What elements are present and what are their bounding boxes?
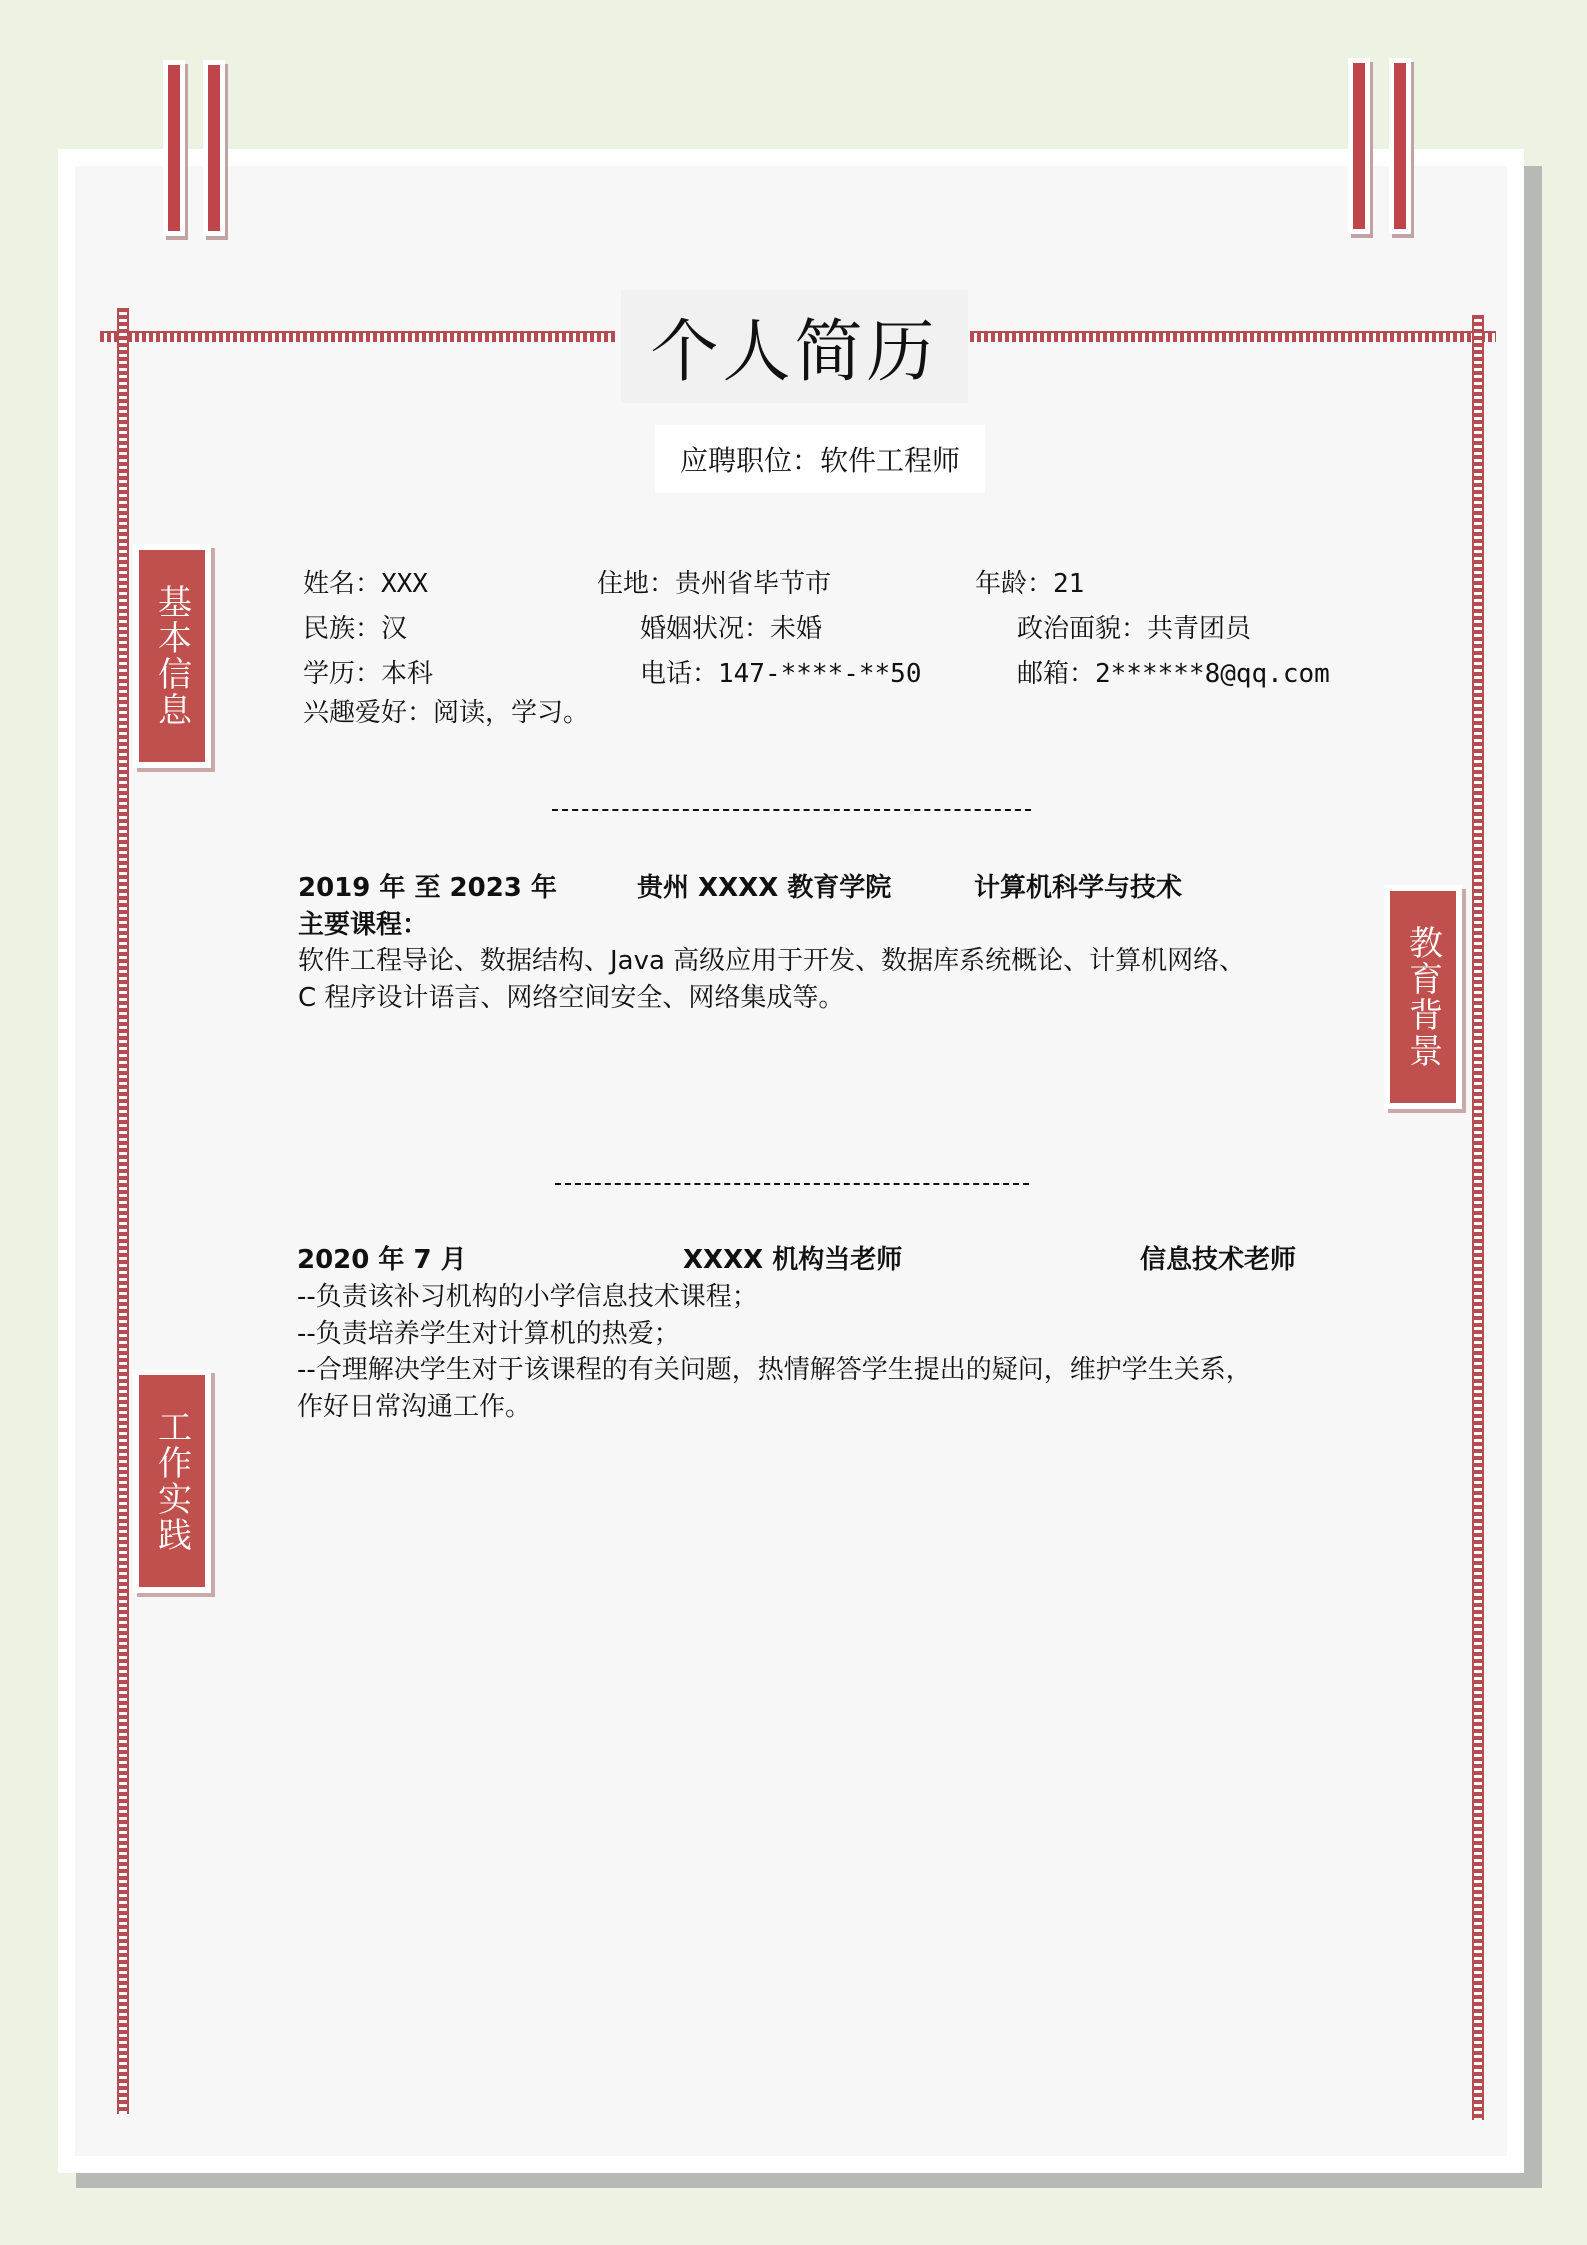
section-divider-1 bbox=[552, 809, 1031, 811]
frame-left bbox=[117, 308, 129, 2114]
tab-education-label: 教育背景 bbox=[1402, 925, 1443, 1069]
paper-clip-left-b bbox=[203, 60, 225, 236]
work-duty-4: 作好日常沟通工作。 bbox=[297, 1392, 532, 1422]
tab-basic-info bbox=[133, 544, 211, 768]
work-duty-1: --负责该补习机构的小学信息技术课程； bbox=[297, 1282, 758, 1312]
frame-right bbox=[1472, 315, 1484, 2120]
basic-age: 年龄：21 bbox=[975, 569, 1085, 599]
work-org: XXXX 机构当老师 bbox=[683, 1245, 903, 1275]
position-box bbox=[655, 425, 985, 493]
tab-work-practice bbox=[133, 1369, 211, 1593]
work-duty-3: --合理解决学生对于该课程的有关问题，热情解答学生提出的疑问，维护学生关系， bbox=[297, 1355, 1252, 1385]
tab-work-practice-label: 工作实践 bbox=[151, 1409, 192, 1553]
title-box bbox=[621, 290, 968, 403]
tab-education bbox=[1384, 885, 1462, 1109]
basic-marital: 婚姻状况：未婚 bbox=[640, 614, 823, 644]
basic-address: 住地：贵州省毕节市 bbox=[597, 569, 832, 599]
frame-top-left bbox=[100, 331, 615, 342]
basic-political: 政治面貌：共青团员 bbox=[1017, 614, 1252, 644]
work-date: 2020 年 7 月 bbox=[297, 1245, 467, 1275]
edu-courses-label: 主要课程： bbox=[298, 910, 429, 940]
edu-period: 2019 年 至 2023 年 bbox=[298, 873, 557, 903]
tab-basic-info-label: 基本信息 bbox=[151, 584, 192, 728]
edu-major: 计算机科学与技术 bbox=[974, 873, 1183, 903]
edu-courses-line2: C 程序设计语言、网络空间安全、网络集成等。 bbox=[298, 983, 845, 1013]
edu-school: 贵州 XXXX 教育学院 bbox=[637, 873, 892, 903]
edu-courses-line1: 软件工程导论、数据结构、Java 高级应用于开发、数据库系统概论、计算机网络、 bbox=[298, 946, 1246, 976]
work-duty-2: --负责培养学生对计算机的热爱； bbox=[297, 1319, 680, 1349]
basic-hobbies: 兴趣爱好：阅读，学习。 bbox=[303, 698, 590, 728]
basic-phone: 电话：147-****-**50 bbox=[640, 659, 922, 689]
basic-ethnicity: 民族：汉 bbox=[303, 614, 408, 644]
paper-clip-right-a bbox=[1348, 58, 1370, 234]
page-title: 个人简历 bbox=[650, 313, 939, 392]
paper-clip-right-b bbox=[1389, 58, 1411, 234]
applied-position: 应聘职位：软件工程师 bbox=[679, 444, 960, 477]
section-divider-2 bbox=[555, 1183, 1029, 1185]
basic-email: 邮箱：2******8@qq.com bbox=[1017, 659, 1330, 689]
work-role: 信息技术老师 bbox=[1140, 1245, 1297, 1275]
basic-degree: 学历：本科 bbox=[303, 659, 434, 689]
basic-name: 姓名：XXX bbox=[303, 569, 428, 599]
paper-clip-left-a bbox=[163, 60, 185, 236]
frame-top-right bbox=[970, 331, 1496, 342]
